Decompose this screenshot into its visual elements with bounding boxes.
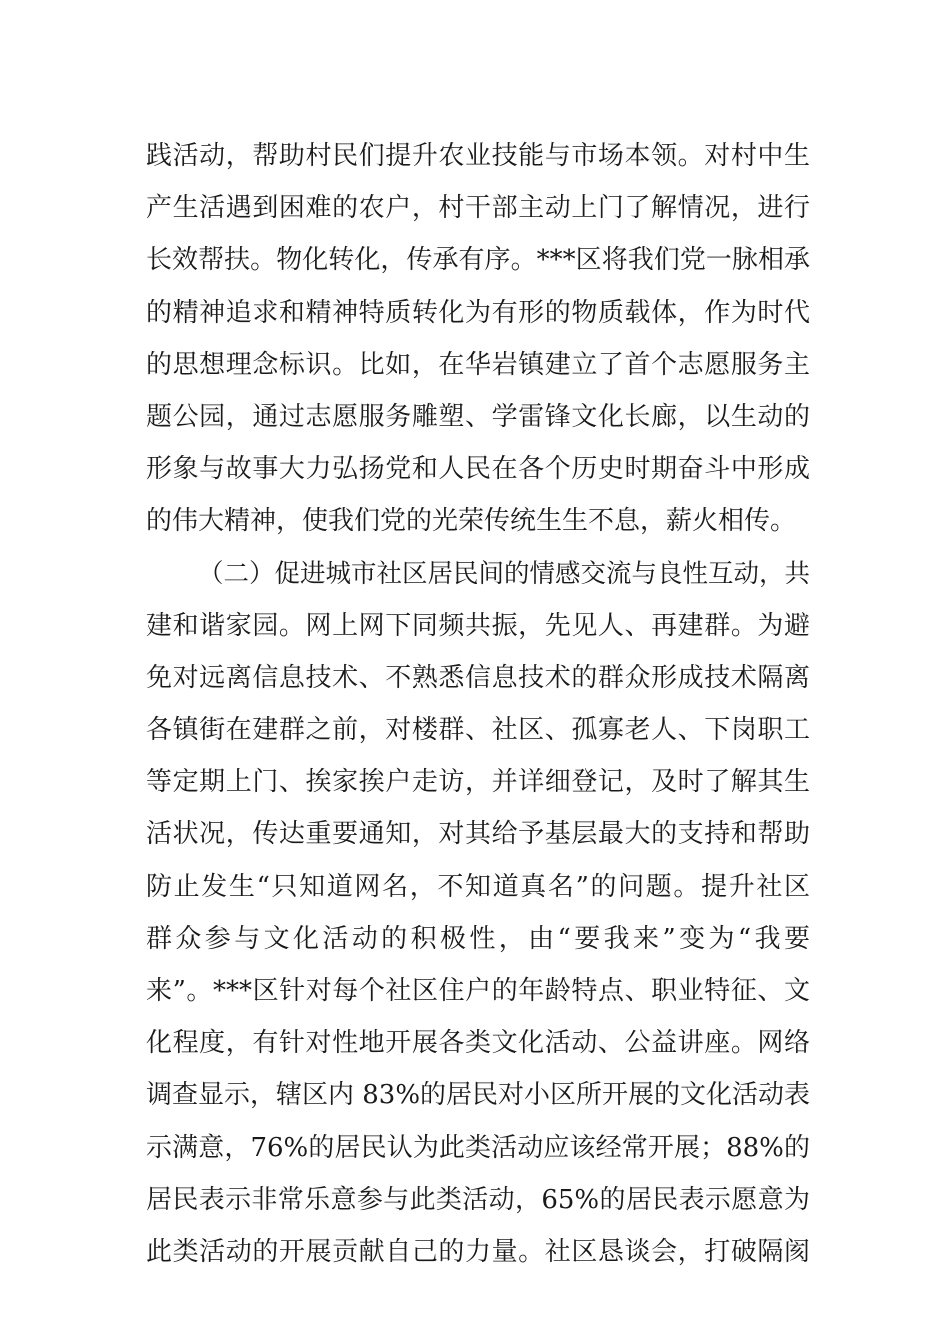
text-line: 长效帮扶。物化转化，传承有序。***区将我们党一脉相承 xyxy=(146,245,810,276)
section-heading-line: （二）促进城市社区居民间的情感交流与良性互动，共 xyxy=(198,558,811,589)
text-line: 各镇街在建群之前，对楼群、社区、孤寡老人、下岗职工 xyxy=(146,715,810,746)
text-line: 形象与故事大力弘扬党和人民在各个历史时期奋斗中形成 xyxy=(146,454,810,485)
text-line: 化程度，有针对性地开展各类文化活动、公益讲座。网络 xyxy=(146,1028,810,1059)
text-line: 产生活遇到困难的农户，村干部主动上门了解情况，进行 xyxy=(146,193,810,224)
text-line: 的精神追求和精神特质转化为有形的物质载体，作为时代 xyxy=(146,297,810,328)
text-line: 题公园，通过志愿服务雕塑、学雷锋文化长廊，以生动的 xyxy=(146,401,810,432)
text-line: 践活动，帮助村民们提升农业技能与市场本领。对村中生 xyxy=(146,141,810,171)
text-line: 活状况，传达重要通知，对其给予基层最大的支持和帮助 xyxy=(146,819,810,850)
text-line: 建和谐家园。网上网下同频共振，先见人、再建群。为避 xyxy=(146,610,810,641)
text-line: 防止发生“只知道网名，不知道真名”的问题。提升社区 xyxy=(146,871,810,902)
text-line: 示满意，76%的居民认为此类活动应该经常开展；88%的 xyxy=(146,1132,810,1163)
text-line: 的伟大精神，使我们党的光荣传统生生不息，薪火相传。 xyxy=(146,506,797,537)
text-line: 等定期上门、挨家挨户走访，并详细登记，及时了解其生 xyxy=(146,767,810,798)
text-line: 来”。***区针对每个社区住户的年龄特点、职业特征、文 xyxy=(146,976,810,1006)
text-line: 调查显示，辖区内 83%的居民对小区所开展的文化活动表 xyxy=(146,1080,811,1111)
text-line: 免对远离信息技术、不熟悉信息技术的群众形成技术隔离 xyxy=(146,662,810,693)
body-text xyxy=(146,130,810,1278)
text-line: 的思想理念标识。比如，在华岩镇建立了首个志愿服务主 xyxy=(146,349,810,380)
text-line: 此类活动的开展贡献自己的力量。社区恳谈会，打破隔阂 xyxy=(146,1236,810,1267)
text-line: 群众参与文化活动的积极性，由“要我来”变为“我要 xyxy=(146,923,810,954)
text-line: 居民表示非常乐意参与此类活动，65%的居民表示愿意为 xyxy=(146,1184,810,1215)
